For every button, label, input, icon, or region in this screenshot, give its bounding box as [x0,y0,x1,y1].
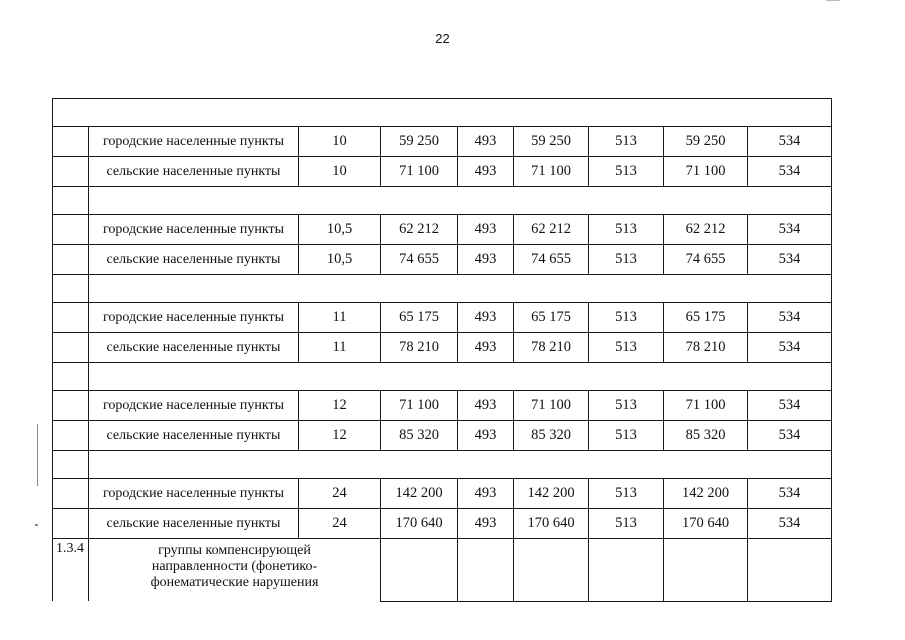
value-cell: 493 [458,127,514,157]
value-cell: 513 [589,421,664,451]
value-cell: 11 [299,303,381,333]
item-description-cell [89,539,381,602]
value-cell: 74 655 [514,245,589,275]
value-cell: 493 [458,479,514,509]
value-cell: 85 320 [664,421,748,451]
value-cell: 62 212 [664,215,748,245]
row-index-cell [53,157,89,187]
table-row [53,333,832,363]
value-cell: 534 [748,245,832,275]
value-cell: 534 [748,157,832,187]
value-cell: 11 [299,333,381,363]
value-cell: 59 250 [514,127,589,157]
row-index-cell [53,479,89,509]
value-cell: 493 [458,509,514,539]
settlement-type-cell: сельские населенные пункты [89,245,299,275]
row-index-cell [53,215,89,245]
value-cell: 24 [299,509,381,539]
settlement-type-cell: городские населенные пункты [89,391,299,421]
value-cell: 493 [458,333,514,363]
settlement-type-cell: городские населенные пункты [89,127,299,157]
value-cell: 71 100 [381,157,458,187]
separator-cell [89,451,832,479]
empty-value-cell [748,539,832,602]
group-header-cell [53,99,832,127]
value-cell: 534 [748,127,832,157]
empty-value-cell [381,539,458,602]
value-cell: 493 [458,303,514,333]
value-cell: 534 [748,479,832,509]
value-cell: 534 [748,509,832,539]
value-cell: 10,5 [299,245,381,275]
value-cell: 85 320 [514,421,589,451]
value-cell: 142 200 [381,479,458,509]
empty-value-cell [589,539,664,602]
value-cell: 513 [589,303,664,333]
value-cell: 71 100 [514,157,589,187]
table-row [53,479,832,509]
row-index-cell [53,391,89,421]
value-cell: 170 640 [514,509,589,539]
value-cell: 513 [589,215,664,245]
value-cell: 513 [589,479,664,509]
value-cell: 493 [458,391,514,421]
empty-value-cell [664,539,748,602]
item-description-line: направленности (фонетико- [151,559,318,575]
row-index-cell [53,303,89,333]
value-cell: 71 100 [514,391,589,421]
table-row [53,303,832,333]
group-header-row [53,99,832,127]
value-cell: 534 [748,421,832,451]
page-number: 22 [435,31,450,46]
row-index-cell [53,333,89,363]
separator-index-cell [53,363,89,391]
scan-mark-dot [35,524,38,526]
value-cell: 493 [458,421,514,451]
group-separator-row [53,275,832,303]
value-cell: 78 210 [514,333,589,363]
table-row [53,509,832,539]
value-cell: 65 175 [514,303,589,333]
tariff-table [52,98,832,602]
table-row [53,127,832,157]
value-cell: 534 [748,391,832,421]
table-row [53,391,832,421]
value-cell: 513 [589,157,664,187]
value-cell: 71 100 [381,391,458,421]
scan-mark-corner [826,0,840,1]
value-cell: 10,5 [299,215,381,245]
settlement-type-cell: сельские населенные пункты [89,157,299,187]
value-cell: 513 [589,509,664,539]
item-description-line: фонематические нарушения [150,575,319,591]
settlement-type-cell: городские населенные пункты [89,215,299,245]
settlement-type-cell: сельские населенные пункты [89,421,299,451]
value-cell: 85 320 [381,421,458,451]
separator-index-cell [53,451,89,479]
value-cell: 513 [589,127,664,157]
value-cell: 12 [299,421,381,451]
value-cell: 74 655 [381,245,458,275]
table-row [53,245,832,275]
value-cell: 513 [589,333,664,363]
item-row [53,539,832,602]
value-cell: 493 [458,245,514,275]
value-cell: 59 250 [664,127,748,157]
value-cell: 12 [299,391,381,421]
value-cell: 10 [299,157,381,187]
value-cell: 534 [748,215,832,245]
value-cell: 534 [748,333,832,363]
value-cell: 59 250 [381,127,458,157]
value-cell: 65 175 [381,303,458,333]
table-body [53,99,832,602]
value-cell: 71 100 [664,391,748,421]
group-separator-row [53,451,832,479]
separator-cell [89,275,832,303]
value-cell: 24 [299,479,381,509]
separator-cell [89,187,832,215]
settlement-type-cell: городские населенные пункты [89,479,299,509]
row-index-cell [53,421,89,451]
item-number-cell: 1.3.4 [53,539,89,602]
group-separator-row [53,187,832,215]
scan-mark-left [37,424,38,486]
value-cell: 62 212 [514,215,589,245]
value-cell: 170 640 [664,509,748,539]
row-index-cell [53,509,89,539]
value-cell: 62 212 [381,215,458,245]
value-cell: 513 [589,391,664,421]
item-description-line: группы компенсирующей [158,543,311,558]
separator-index-cell [53,275,89,303]
value-cell: 78 210 [381,333,458,363]
value-cell: 10 [299,127,381,157]
value-cell: 142 200 [514,479,589,509]
empty-value-cell [514,539,589,602]
table-row [53,421,832,451]
value-cell: 74 655 [664,245,748,275]
table-row [53,215,832,245]
group-separator-row [53,363,832,391]
value-cell: 78 210 [664,333,748,363]
value-cell: 71 100 [664,157,748,187]
value-cell: 534 [748,303,832,333]
value-cell: 142 200 [664,479,748,509]
separator-cell [89,363,832,391]
value-cell: 513 [589,245,664,275]
row-index-cell [53,127,89,157]
settlement-type-cell: сельские населенные пункты [89,333,299,363]
table-row [53,157,832,187]
separator-index-cell [53,187,89,215]
value-cell: 170 640 [381,509,458,539]
value-cell: 493 [458,215,514,245]
settlement-type-cell: сельские населенные пункты [89,509,299,539]
settlement-type-cell: городские населенные пункты [89,303,299,333]
empty-value-cell [458,539,514,602]
value-cell: 493 [458,157,514,187]
row-index-cell [53,245,89,275]
value-cell: 65 175 [664,303,748,333]
